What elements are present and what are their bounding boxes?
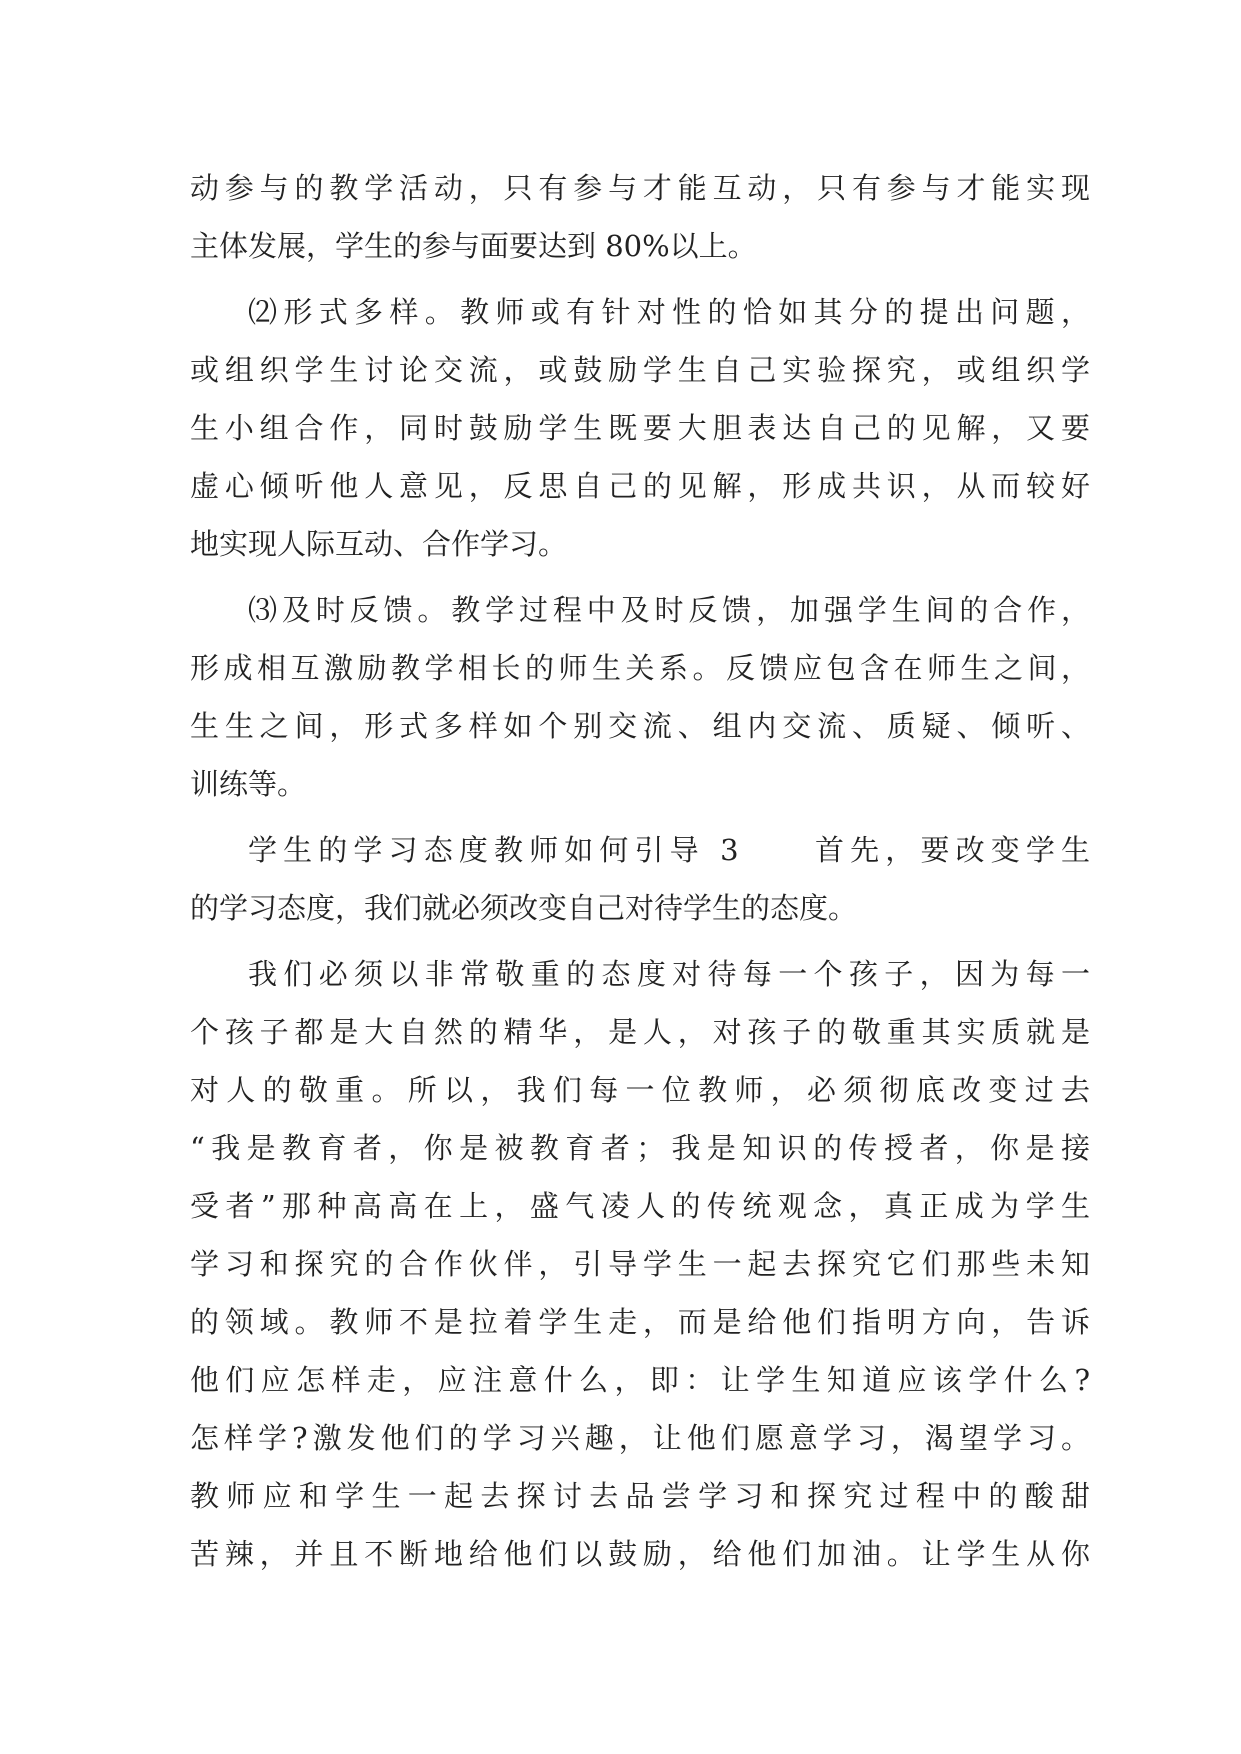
- text-line: 学生的学习态度教师如何引导 3 首先，要改变学生: [248, 833, 1090, 867]
- text-line: 主体发展，学生的参与面要达到 80%以上。: [190, 229, 757, 263]
- text-line: 对人的敬重。所以，我们每一位教师，必须彻底改变过去: [190, 1073, 1090, 1107]
- text-line: 怎样学?激发他们的学习兴趣，让他们愿意学习，渴望学习。: [190, 1421, 1090, 1455]
- text-line: 形成相互激励教学相长的师生关系。反馈应包含在师生之间，: [190, 651, 1090, 685]
- text-line: 生生之间，形式多样如个别交流、组内交流、质疑、倾听、: [190, 709, 1090, 743]
- text-line: ⑵形式多样。教师或有针对性的恰如其分的提出问题，: [248, 295, 1090, 329]
- text-line: 动参与的教学活动，只有参与才能互动，只有参与才能实现: [190, 171, 1090, 205]
- text-line: 个孩子都是大自然的精华，是人，对孩子的敬重其实质就是: [190, 1015, 1090, 1049]
- paragraph: [190, 945, 1090, 1583]
- paragraph: [190, 821, 1090, 937]
- text-line: 地实现人际互动、合作学习。: [190, 527, 568, 561]
- text-line: 训练等。: [190, 767, 307, 801]
- text-line: “我是教育者，你是被教育者；我是知识的传授者，你是接: [190, 1131, 1090, 1165]
- text-line: 或组织学生讨论交流，或鼓励学生自己实验探究，或组织学: [190, 353, 1090, 387]
- paragraph: [190, 581, 1090, 813]
- document-body: [190, 159, 1090, 1583]
- text-line: 教师应和学生一起去探讨去品尝学习和探究过程中的酸甜: [190, 1479, 1090, 1513]
- text-line: 我们必须以非常敬重的态度对待每一个孩子，因为每一: [248, 957, 1090, 991]
- text-line: ⑶及时反馈。教学过程中及时反馈，加强学生间的合作，: [248, 593, 1090, 627]
- text-line: 他们应怎样走，应注意什么，即：让学生知道应该学什么?: [190, 1363, 1090, 1397]
- paragraph: [190, 159, 1090, 275]
- text-line: 的领域。教师不是拉着学生走，而是给他们指明方向，告诉: [190, 1305, 1090, 1339]
- text-line: 生小组合作，同时鼓励学生既要大胆表达自己的见解，又要: [190, 411, 1090, 445]
- text-line: 学习和探究的合作伙伴，引导学生一起去探究它们那些未知: [190, 1247, 1090, 1281]
- paragraph: [190, 283, 1090, 573]
- text-line: 的学习态度，我们就必须改变自己对待学生的态度。: [190, 891, 858, 925]
- text-line: 受者”那种高高在上，盛气凌人的传统观念，真正成为学生: [190, 1189, 1090, 1223]
- text-line: 虚心倾听他人意见，反思自己的见解，形成共识，从而较好: [190, 469, 1090, 503]
- text-line: 苦辣，并且不断地给他们以鼓励，给他们加油。让学生从你: [190, 1537, 1090, 1571]
